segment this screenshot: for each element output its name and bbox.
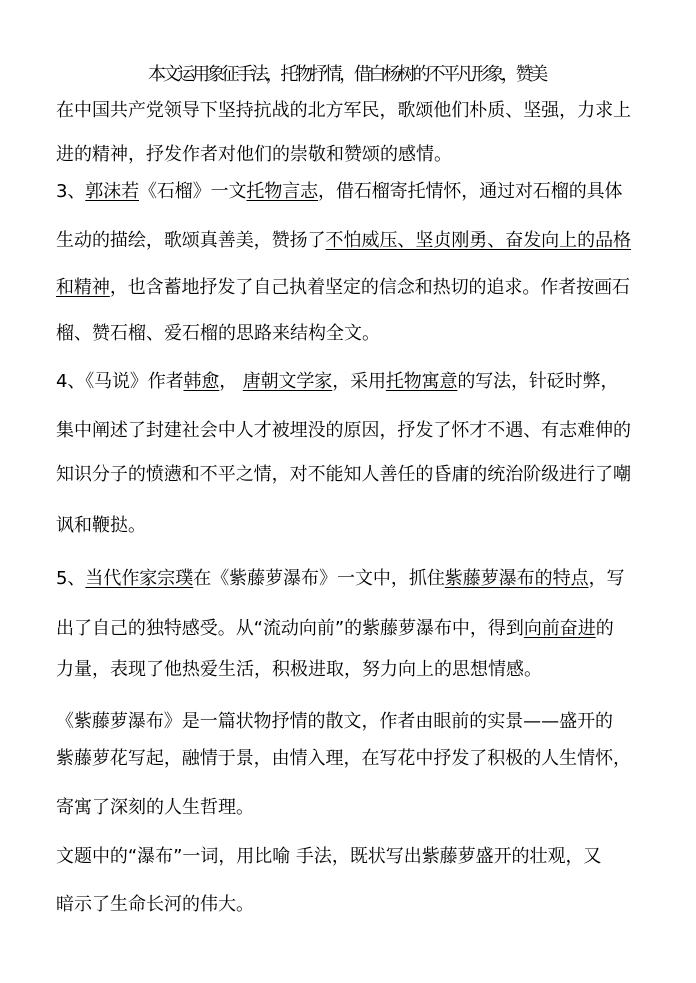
text-run: ，借石榴寄托情怀，通过对石榴的具体: [318, 181, 623, 202]
text-run: 暗示了生命长河的伟大。: [56, 894, 254, 915]
text-line: [56, 229, 646, 253]
underlined-text: 当代作家宗璞: [85, 568, 194, 589]
text-line: [56, 845, 646, 869]
text-run: 3、: [56, 181, 86, 202]
text-run: ，写: [588, 568, 625, 589]
text-line: [56, 180, 646, 204]
text-run: 本文运用象征手法，托物抒情，借白杨树的不平凡形象，赞美: [148, 64, 546, 85]
text-run: ，也含蓄地抒发了自己执着坚定的信念和热切的追求。作者按画石: [109, 277, 630, 298]
text-line: [56, 419, 646, 443]
text-line: [56, 370, 646, 394]
text-line: [56, 658, 646, 682]
text-run: 文题中的“瀑布”一词，用比喻 手法，既状写出紫藤萝盛开的壮观，又: [56, 846, 602, 867]
text-line: [56, 99, 646, 123]
underlined-text: 向前奋进: [523, 618, 596, 639]
text-run: 在《紫藤萝瀑布》一文中，抓住: [193, 568, 445, 589]
text-run: 4、《马说》作者: [56, 371, 184, 392]
text-run: ，采用: [332, 371, 386, 392]
text-run: 的写法，针砭时弊，: [457, 371, 619, 392]
text-line: [56, 893, 646, 917]
text-line: [56, 322, 646, 346]
text-run: 进的精神，抒发作者对他们的崇敬和赞颂的感情。: [56, 144, 452, 165]
text-line: [56, 463, 646, 487]
text-run: 寄寓了深刻的人生哲理。: [56, 797, 254, 818]
text-line: [56, 567, 646, 591]
text-run: 出了自己的独特感受。从“流动向前”的紫藤萝瀑布中，得到: [56, 618, 524, 639]
underlined-text: 托物言志: [246, 181, 319, 202]
text-run: 知识分子的愤懑和不平之情，对不能知人善任的昏庸的统治阶级进行了嘲: [56, 464, 632, 485]
text-run: 《石榴》一文: [138, 181, 247, 202]
text-line: [56, 617, 646, 641]
underlined-text: 紫藤萝瀑布的特点: [444, 568, 589, 589]
underlined-text: 文学家: [278, 371, 333, 392]
text-line: [56, 710, 646, 734]
underlined-text: 韩愈: [183, 371, 220, 392]
text-run: 讽和鞭挞。: [56, 515, 146, 536]
text-line: [56, 143, 646, 167]
text-line: [56, 276, 646, 300]
underlined-text: 和精神: [56, 277, 110, 298]
text-run: 集中阐述了封建社会中人才被埋没的原因，抒发了怀才不遇、有志难伸的: [56, 420, 632, 441]
text-line: [56, 796, 646, 820]
text-run: ，: [219, 371, 243, 392]
text-line: [148, 63, 696, 87]
underlined-text: 郭沫若: [85, 181, 139, 202]
text-run: 5、: [56, 568, 86, 589]
text-run: 力量，表现了他热爱生活，积极进取，努力向上的思想情感。: [56, 659, 542, 680]
underlined-text: 不怕威压、坚贞刚勇、奋发向上的品格: [325, 230, 632, 251]
text-run: 的: [595, 618, 614, 639]
text-line: [56, 747, 646, 771]
text-run: 生动的描绘，歌颂真善美，赞扬了: [56, 230, 326, 251]
text-line: [56, 514, 646, 538]
text-run: 在中国共产党领导下坚持抗战的北方军民，歌颂他们朴质、坚强，力求上: [56, 100, 632, 121]
text-run: 榴、赞石榴、爱石榴的思路来结构全文。: [56, 323, 380, 344]
underlined-text: 托物寓意: [385, 371, 458, 392]
text-run: 《紫藤萝瀑布》是一篇状物抒情的散文，作者由眼前的实景——盛开的: [56, 711, 614, 732]
text-run: 紫藤萝花写起，融情于景，由情入理，在写花中抒发了积极的人生情怀，: [56, 748, 632, 769]
underlined-text: 唐朝: [242, 371, 279, 392]
